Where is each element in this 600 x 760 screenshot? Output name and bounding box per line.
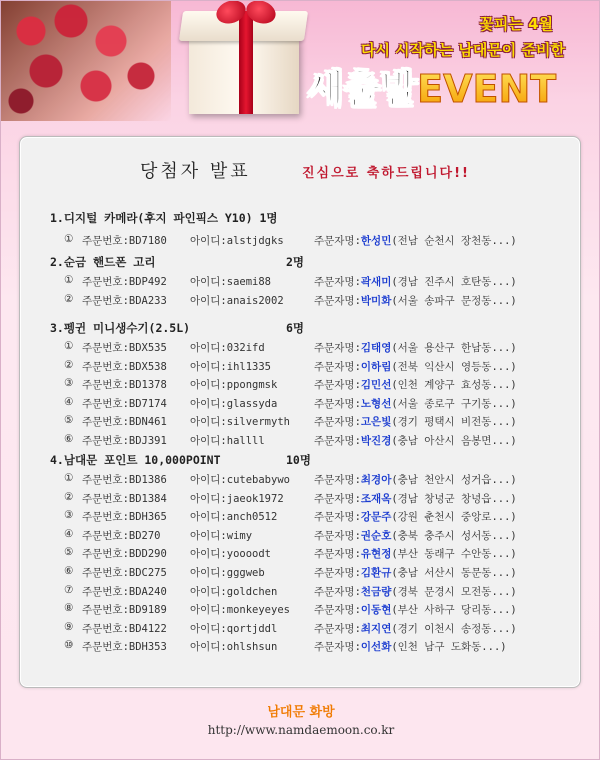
orderer-label: 주문자명: — [314, 567, 361, 579]
winner-address: (인천 계양구 효성동...) — [391, 379, 517, 392]
order-number: 주문번호:BD7174 — [82, 397, 167, 410]
orderer-label: 주문자명: — [314, 435, 361, 447]
orderer-label: 주문자명: — [314, 235, 361, 247]
order-number: 주문번호:BD270 — [82, 529, 161, 542]
winner-number: ④ — [64, 395, 74, 408]
winner-number: ① — [64, 274, 74, 286]
orderer-label: 주문자명: — [314, 379, 361, 392]
user-id: 아이디:cutebabywo — [190, 474, 290, 486]
winner-name: 노형선 — [360, 397, 392, 410]
prize-count: 10명 — [286, 453, 311, 467]
order-number: 주문번호:BDC275 — [82, 567, 167, 579]
winner-name: 최지연 — [360, 622, 392, 635]
header-banner — [1, 1, 600, 136]
user-id: 아이디:hallll — [190, 435, 265, 447]
orderer-label: 주문자명: — [314, 294, 361, 307]
winner-number: ② — [64, 292, 74, 305]
order-number: 주문번호:BD4122 — [82, 622, 167, 635]
order-number: 주문번호:BDX535 — [82, 342, 167, 354]
user-id: 아이디:silvermyth — [190, 416, 290, 429]
winner-number: ③ — [64, 509, 74, 522]
orderer-label: 주문자명: — [314, 492, 361, 505]
winner-name: 김태영 — [360, 342, 392, 354]
orderer-info — [314, 528, 517, 543]
orderer-label: 주문자명: — [314, 360, 361, 373]
user-id: 아이디:gggweb — [190, 567, 265, 579]
winner-number: ⑤ — [64, 414, 74, 427]
winner-name: 천금량 — [360, 585, 392, 598]
orderer-label: 주문자명: — [314, 276, 361, 288]
winner-name: 이선화 — [360, 641, 392, 654]
orderer-info — [314, 233, 517, 248]
footer-url-link[interactable]: http://www.namdaemoon.co.kr — [207, 723, 395, 737]
prize-title: 2.순금 핸드폰 고리 — [50, 255, 156, 269]
event-title-korean: 새출발 — [307, 67, 418, 111]
winner-number: ⑧ — [64, 602, 74, 615]
orderer-info — [314, 509, 517, 524]
orderer-label: 주문자명: — [314, 529, 361, 542]
winner-number: ③ — [64, 377, 74, 390]
orderer-info — [314, 340, 517, 355]
winner-name: 박미화 — [360, 294, 392, 307]
order-number: 주문번호:BDJ391 — [82, 435, 167, 447]
winner-name: 이동현 — [360, 604, 392, 617]
order-number: 주문번호:BD7180 — [82, 235, 167, 247]
winner-number: ① — [64, 233, 74, 245]
winner-address: (서울 종로구 구기동...) — [391, 397, 517, 410]
winner-name: 최경아 — [360, 474, 392, 486]
winner-name: 조재옥 — [360, 492, 392, 505]
prize-count: 6명 — [286, 321, 305, 335]
winner-name: 강문주 — [360, 511, 392, 524]
event-title — [307, 67, 556, 111]
winner-name: 유현정 — [360, 548, 392, 561]
orderer-info — [314, 602, 517, 617]
winner-name: 고은빛 — [360, 416, 392, 429]
orderer-info — [314, 639, 507, 654]
user-id: 아이디:anch0512 — [190, 511, 278, 524]
orderer-info — [314, 414, 517, 429]
gift-box-image — [181, 11, 306, 116]
winner-address: (충남 아산시 음봉면...) — [391, 435, 517, 447]
orderer-info — [314, 584, 517, 599]
orderer-info — [314, 565, 517, 580]
winner-address: (부산 동래구 수안동...) — [391, 548, 517, 561]
order-number: 주문번호:BD1378 — [82, 379, 167, 392]
winner-address: (서울 용산구 한남동...) — [391, 342, 517, 354]
winners-panel — [19, 136, 581, 688]
user-id: 아이디:monkeyeyes — [190, 604, 290, 617]
winner-name: 김환규 — [360, 567, 392, 579]
orderer-label: 주문자명: — [314, 548, 361, 561]
orderer-info — [314, 396, 517, 411]
user-id: 아이디:qortjddl — [190, 622, 278, 635]
winner-number: ① — [64, 340, 74, 352]
orderer-label: 주문자명: — [314, 585, 361, 598]
winner-name: 이하림 — [360, 360, 392, 373]
winner-address: (충북 충주시 성서동...) — [391, 529, 517, 542]
user-id: 아이디:ihl1335 — [190, 360, 272, 373]
orderer-info — [314, 274, 517, 289]
winner-address: (강원 춘천시 중앙로...) — [391, 511, 517, 524]
orderer-label: 주문자명: — [314, 641, 361, 654]
user-id: 아이디:wimy — [190, 529, 253, 542]
winner-address: (충남 천안시 성거읍...) — [391, 474, 517, 486]
winner-address: (경기 이천시 송정동...) — [391, 622, 517, 635]
winner-number: ⑨ — [64, 620, 74, 633]
orderer-info — [314, 377, 517, 392]
winner-name: 박진경 — [360, 435, 392, 447]
winner-number: ② — [64, 490, 74, 503]
order-number: 주문번호:BDN461 — [82, 416, 167, 429]
footer-shop-name: 남대문 화방 — [267, 705, 335, 720]
winner-address: (충남 서산시 동문동...) — [391, 567, 517, 579]
winner-number: ① — [64, 472, 74, 484]
winners-heading: 당첨자 발표 — [140, 161, 251, 182]
winner-number: ⑥ — [64, 565, 74, 577]
order-number: 주문번호:BDX538 — [82, 360, 167, 373]
winner-number: ⑤ — [64, 546, 74, 559]
winner-address: (서울 송파구 문정동...) — [391, 294, 517, 307]
order-number: 주문번호:BD9189 — [82, 604, 167, 617]
orderer-label: 주문자명: — [314, 474, 361, 486]
orderer-label: 주문자명: — [314, 416, 361, 429]
orderer-label: 주문자명: — [314, 511, 361, 524]
congrats-text: 진심으로 축하드립니다!! — [302, 166, 470, 181]
winner-address: (부산 사하구 당리동...) — [391, 604, 517, 617]
winner-number: ④ — [64, 527, 74, 540]
winner-name: 한성민 — [360, 235, 392, 247]
user-id: 아이디:glassyda — [190, 397, 278, 410]
rose-bouquet-image — [1, 1, 171, 121]
winner-number: ② — [64, 358, 74, 371]
orderer-info — [314, 359, 517, 374]
winner-name: 곽새미 — [360, 276, 392, 288]
prize-title: 3.펭귄 미니생수기(2.5L) — [50, 321, 191, 335]
order-number: 주문번호:BD1386 — [82, 474, 167, 486]
winner-address: (전북 익산시 영등동...) — [391, 360, 517, 373]
user-id: 아이디:ohlshsun — [190, 641, 278, 654]
user-id: 아이디:jaeok1972 — [190, 492, 284, 505]
user-id: 아이디:ppongmsk — [190, 379, 278, 392]
user-id: 아이디:saemi88 — [190, 276, 272, 288]
winner-number: ⑥ — [64, 433, 74, 445]
winner-address: (전남 순천시 장천동...) — [391, 235, 517, 247]
user-id: 아이디:anais2002 — [190, 294, 284, 307]
orderer-info — [314, 546, 517, 561]
order-number: 주문번호:BDA233 — [82, 294, 167, 307]
prize-count: 2명 — [286, 255, 305, 269]
prize-title: 4.남대문 포인트 10,000POINT — [50, 453, 221, 467]
orderer-label: 주문자명: — [314, 342, 361, 354]
orderer-info — [314, 491, 517, 506]
prize-section-title — [50, 210, 278, 226]
user-id: 아이디:032ifd — [190, 342, 265, 354]
winner-address: (경남 진주시 호탄동...) — [391, 276, 517, 288]
orderer-label: 주문자명: — [314, 604, 361, 617]
orderer-info — [314, 621, 517, 636]
order-number: 주문번호:BDH365 — [82, 511, 167, 524]
orderer-label: 주문자명: — [314, 397, 361, 410]
order-number: 주문번호:BDP492 — [82, 276, 167, 288]
orderer-info — [314, 293, 517, 308]
winner-name: 권순호 — [360, 529, 392, 542]
winner-address: (경남 창녕군 창녕읍...) — [391, 492, 517, 505]
winner-number: ⑦ — [64, 583, 74, 596]
user-id: 아이디:goldchen — [190, 585, 278, 598]
user-id: 아이디:alstjdgks — [190, 235, 284, 247]
winner-name: 김민선 — [360, 379, 392, 392]
orderer-label: 주문자명: — [314, 622, 361, 635]
order-number: 주문번호:BDD290 — [82, 548, 167, 561]
header-line2: 다시 시작하는 남대문이 준비한 — [360, 41, 565, 59]
prize-section-title — [50, 320, 305, 336]
event-title-english: EVENT — [417, 67, 557, 111]
header-line1: 꽃피는 4월 — [479, 15, 553, 33]
winner-address: (경북 문경시 모전동...) — [391, 585, 517, 598]
order-number: 주문번호:BD1384 — [82, 492, 167, 505]
winner-address: (인천 남구 도화동...) — [391, 641, 507, 654]
prize-section-title — [50, 254, 305, 270]
winner-address: (경기 평택시 비전동...) — [391, 416, 517, 429]
order-number: 주문번호:BDA240 — [82, 585, 167, 598]
prize-title: 1.디지털 카메라(후지 파인픽스 Y10) 1명 — [50, 211, 278, 225]
user-id: 아이디:yoooodt — [190, 548, 272, 561]
winner-number: ⑩ — [64, 639, 74, 652]
orderer-info — [314, 472, 517, 487]
prize-section-title — [50, 452, 311, 468]
order-number: 주문번호:BDH353 — [82, 641, 167, 654]
orderer-info — [314, 433, 517, 448]
